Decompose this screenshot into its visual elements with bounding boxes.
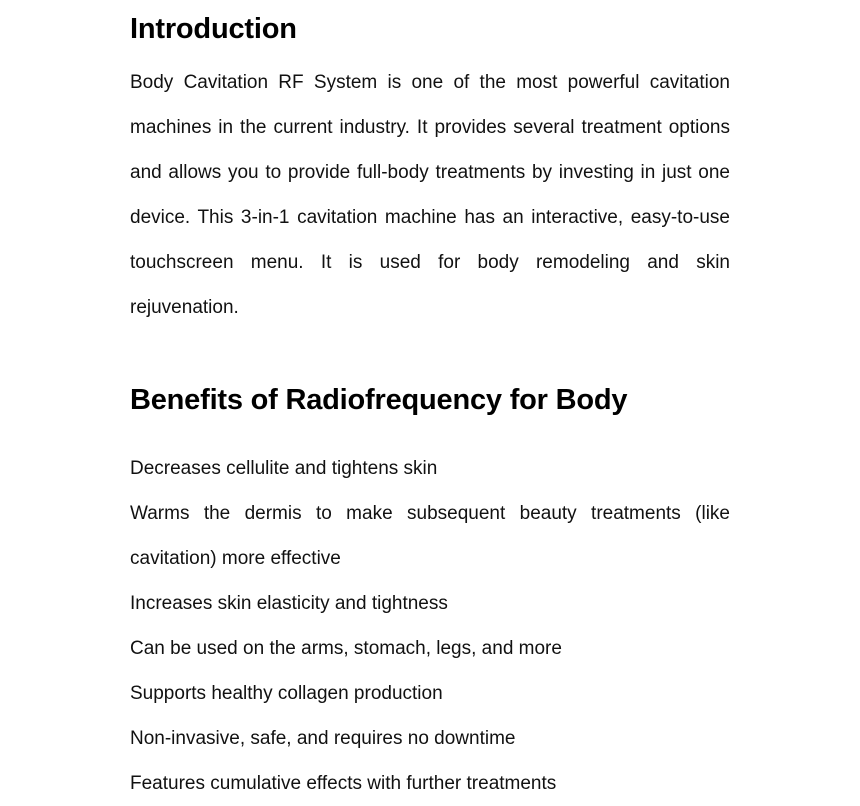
benefit-item: Can be used on the arms, stomach, legs, and more bbox=[130, 638, 562, 659]
benefit-item: Warms the dermis to make subsequent beauty treatments (like cavitation) more effective bbox=[130, 503, 730, 569]
introduction-heading: Introduction bbox=[130, 13, 297, 45]
benefits-heading: Benefits of Radiofrequency for Body bbox=[130, 384, 628, 416]
benefit-item: Decreases cellulite and tightens skin bbox=[130, 458, 438, 479]
benefit-item: Supports healthy collagen production bbox=[130, 683, 443, 704]
introduction-paragraph: Body Cavitation RF System is one of the most powerful cavitation machines in the current industry. It provides several treatment options and allows you to provide full-body treatments by investing in just one device. This 3-in-1 cavitation machine has an interactive, easy-to-use touchscreen menu. It is used for body remodeling and skin rejuvenation. bbox=[130, 72, 730, 318]
benefits-list bbox=[130, 446, 730, 806]
benefit-item: Features cumulative effects with further treatments bbox=[130, 773, 557, 794]
benefit-item: Non-invasive, safe, and requires no downtime bbox=[130, 728, 516, 749]
benefit-item: Increases skin elasticity and tightness bbox=[130, 593, 448, 614]
